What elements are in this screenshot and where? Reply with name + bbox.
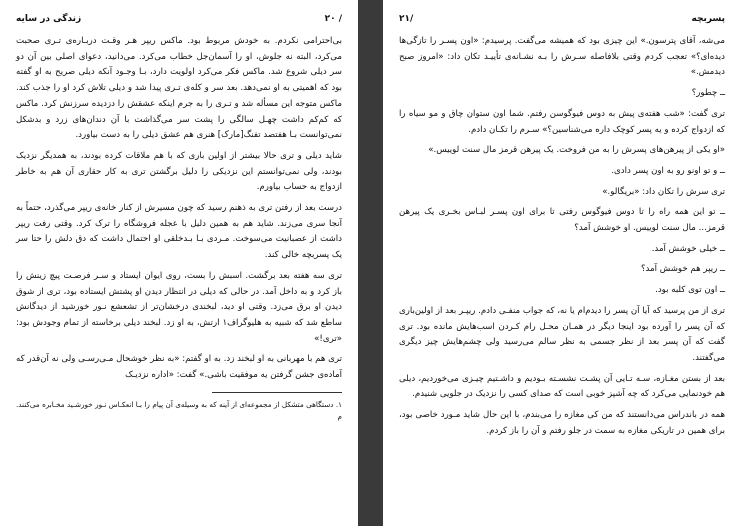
left-page-body: [16, 34, 342, 384]
paragraph: تری از من پرسید که آیا آن پسر را دیدم‌ام یا نه، که جواب منفـی دادم. ریپـر بعد از اولین‌باری که آن پسر را آورده بود اینجا دیگر در همـان محـل رام کـردن اسب‌هایش مانده بود. تری گفت که آن پسر بعد از نظر جسمی به نظر سالم می‌رسید ولی چشم‌هایش چیز دیگری می‌گفتند.: [399, 305, 725, 363]
right-page-number: ۲۱/: [399, 14, 414, 24]
left-page-number: ۲۰ /: [324, 14, 342, 24]
paragraph: تری گفت: «شب هفته‌ی پیش به دوس فیوگوسن رفتم. شما اون ستوان چاق و مو سیاه را که ازدواج کرده و یه پسر کوچک داره می‌شناسین؟» سـرم را تکـان دادم.: [399, 108, 725, 135]
right-page-header-title: پسربچه: [691, 14, 725, 24]
footnote: ۱. دستگاهی متشکل از مجموعه‌ای از آینه که به وسیله‌ی آن پیام را بـا انعکـاس نـور خورشـید مخـابره می‌کنند. م: [16, 399, 342, 421]
right-page: [383, 0, 741, 526]
left-page-header-title: زندگی در سایه: [16, 14, 82, 24]
paragraph: تری هم با مهربانی به او لبخند زد. به او گفتم: «به نظر خوشحال مـی‌رسـی ولی نه آن‌قدر که آماده‌ی جشن گرفتن یه موفقیت باشی.» گفت: «اداره نزدیـک: [16, 354, 342, 381]
paragraph: ــ اون توی کلبه بود.: [655, 285, 725, 296]
paragraph: ــ تو این همه راه را تا دوس فیوگوس رفتی تا برای اون پسـر لبـاس بخـری یک پیرهن قرمز... مال سنت لوییس. او خوشش آمد؟: [399, 207, 725, 234]
paragraph: ــ چطور؟: [691, 88, 725, 99]
left-page: [0, 0, 358, 526]
paragraph: درست بعد از رفتن تری به ذهنم رسید که چون مسیرش از کنار خانه‌ی ریپر می‌گذرد، حتماً به آنجا سری می‌زند. شاید هم به همین دلیل با عجله فروشگاه را ترک کرد. وقتی رفت ریپر داشت از عصبانیت می‌سوخت. مـردی بـا بـدخلقی او احتمال داشت که دق دلش را حتا سر یک پسربچه خالی کند.: [16, 203, 342, 261]
paragraph: ــ خیلی خوشش آمد.: [651, 243, 725, 254]
paragraph: می‌شه، آقای پترسون.» این چیزی بود که همیشه می‌گفت. پرسیدم: «اون پسـر را تازگی‌ها دیده‌ای؟» تعجب کردم وقتی بلافاصله سـرش را بـه نشـانه‌ی تأییـد تکان داد: «امروز صبح دیدمش.»: [399, 36, 725, 78]
paragraph: همه در باندراس می‌دانستند که من کی مغازه را می‌بندم، با این حال شاید مـورد خاصی بود، برای همین در تاریکی مغازه به سمت در جلو رفتم و آن را باز کردم.: [399, 410, 725, 436]
paragraph: بی‌احترامی نکردم. به خودش مربوط بود. ماکس ریپر هـر وقـت دربـاره‌ی تـری صحبت می‌کرد، البته نه جلوش، او را آسمان‌جل خطاب می‌کرد. می‌دانید، دعوای اصلی بین آن دو سر دیلی شروع شد. ماکس فکر می‌کرد اولویت دارد، بـا وجـود آنکه دیلی صریح به او گفته بود که اهمیتی به او نمی‌دهد. بعد سر و کله‌ی تـری پیدا شد و دیلی تلاش کرد او را جذب کند. ماکس متوجه این مسأله شد و تـری را به جرم اینکه عشقش را دزدیده سرزنش کرد. ماکس که کم‌کم داشت چهـل سالگی را پشت سر می‌گذاشت با آن دندان‌های زرد و بدشکل نمی‌توانست بـا هفتصد تفنگ[مارک] هنری هم عشق دیلی را به دست بیاورد.: [16, 36, 342, 141]
paragraph: شاید دیلی و تری حالا بیشتر از اولین باری که با هم ملاقات کرده بودند، به همدیگر نزدیک بودند، ولی نمی‌توانستم این نزدیکی را دلیل برگشتن تری به کار حقاری آن هم به خاطر ازدواج به حساب بیاورم.: [16, 150, 342, 193]
paragraph: تری سرش را تکان داد: «بریگالو.»: [602, 186, 725, 197]
left-page-header: [16, 14, 342, 24]
paragraph: تری سه هفته بعد برگشت. اسبش را بست، روی ایوان ایستاد و سـر فرصـت پیچ زینش را باز کرد و به داخل آمد. در حالی که دیلی در انتظار دیدن او پشتش ایستاده بود، تری از شوق دیدن او برق می‌زد. وقتی او دید، لبخندی درخشان‌تر از تشعشع نـور خورشید از دیدگانش ساطع شد که شبیه به هلیوگراف۱ ارتش، به او زد. لبخند دیلی برخاسته از تمام وجودش بود: «تری!»: [16, 270, 342, 344]
paragraph: «او یکی از پیرهن‌های پسرش را به من فروخت. یک پیرهن قرمز مال سنت لوییس.»: [428, 145, 725, 156]
footnote-divider: [212, 392, 342, 393]
right-page-header: [399, 14, 725, 24]
paragraph: بعد از بستن مغـازه، سـه تـایی آن پشـت نشسـته بـودیم و داشـتیم چیـزی می‌خوردیم، دیلی هم خودنمایی می‌کرد که چه آشپز خوبی است که صدای کسی را نزدیک در جلویی شنیدم.: [399, 373, 725, 400]
paragraph: ــ ریپر هم خوشش آمد؟: [640, 264, 725, 275]
right-page-body: [399, 34, 725, 439]
paragraph: ــ و تو اونو رو به اون پسر دادی.: [611, 165, 725, 176]
